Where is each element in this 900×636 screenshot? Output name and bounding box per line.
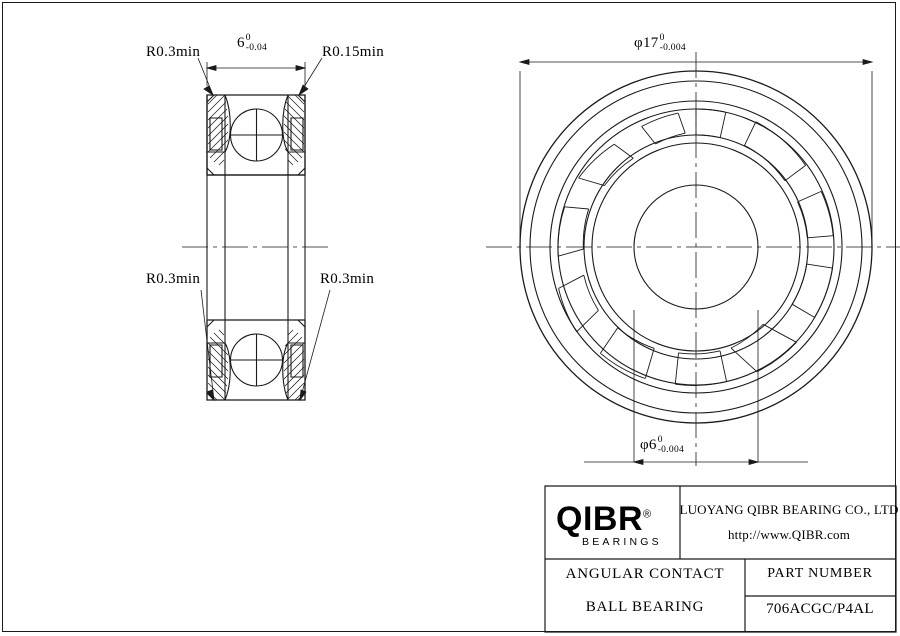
section-hatch-top-right (284, 95, 304, 165)
side-view-top-half (207, 95, 305, 175)
radius-note-bottom-right: R0.3min (320, 271, 375, 287)
part-number-label: PART NUMBER (767, 566, 873, 581)
brand-subtitle: BEARINGS (582, 536, 662, 548)
product-type-line2: BALL BEARING (585, 599, 705, 615)
part-number-value: 706ACGC/P4AL (766, 601, 874, 617)
radius-note-top-left: R0.3min (146, 44, 201, 60)
side-view-middle (207, 175, 305, 320)
leader-r03-top-left (198, 58, 213, 95)
radius-note-bottom-left: R0.3min (146, 271, 201, 287)
width-dimension-label: 6 0 -0.04 (236, 33, 268, 53)
bore-diameter-label: φ6 0 -0.004 (639, 435, 685, 455)
width-dimension (207, 62, 305, 86)
side-view-bottom-half (207, 320, 305, 400)
brand-logo: QIBR® (556, 500, 652, 538)
section-hatch-bottom-right (284, 330, 304, 400)
front-view-centerlines (486, 52, 900, 466)
product-type-line1: ANGULAR CONTACT (565, 566, 725, 582)
leader-r015-top-right (299, 58, 322, 95)
company-name: LUOYANG QIBR BEARING CO., LTD (679, 502, 899, 517)
outer-diameter-label: φ17 0 -0.004 (634, 33, 686, 53)
company-website: http://www.QIBR.com (727, 527, 851, 542)
radius-note-top-right: R0.15min (322, 44, 384, 60)
